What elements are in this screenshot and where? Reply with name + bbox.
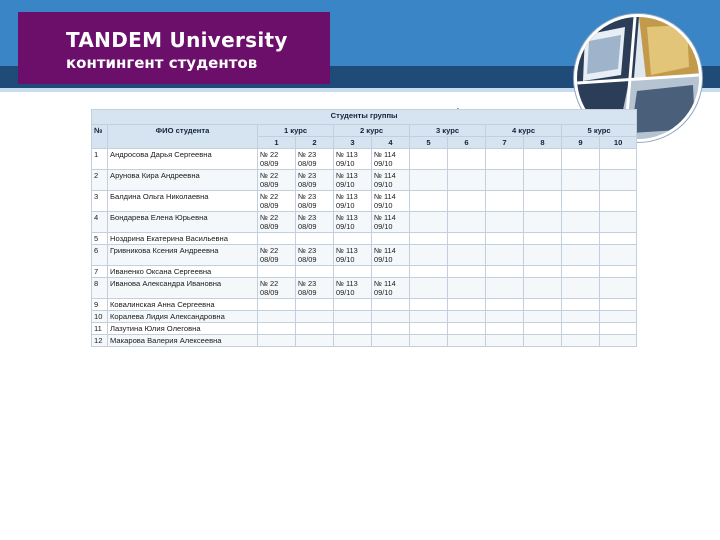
order-cell bbox=[334, 299, 372, 311]
order-cell bbox=[562, 149, 600, 170]
order-cell bbox=[486, 266, 524, 278]
order-cell: № 23 08/09 bbox=[296, 212, 334, 233]
order-cell bbox=[372, 266, 410, 278]
row-number: 12 bbox=[92, 335, 108, 347]
order-cell bbox=[524, 245, 562, 266]
student-name: Макарова Валерия Алексеевна bbox=[108, 335, 258, 347]
order-cell bbox=[372, 299, 410, 311]
order-cell bbox=[296, 266, 334, 278]
order-cell bbox=[524, 212, 562, 233]
order-cell bbox=[334, 335, 372, 347]
order-cell: № 114 09/10 bbox=[372, 170, 410, 191]
order-cell bbox=[524, 149, 562, 170]
col-header-course-1: 1 курс bbox=[258, 125, 334, 137]
row-number: 3 bbox=[92, 191, 108, 212]
table-row bbox=[92, 170, 637, 191]
order-cell bbox=[600, 335, 637, 347]
order-cell bbox=[410, 170, 448, 191]
order-cell: № 23 08/09 bbox=[296, 278, 334, 299]
order-cell bbox=[562, 233, 600, 245]
order-cell: № 113 09/10 bbox=[334, 212, 372, 233]
row-number: 5 bbox=[92, 233, 108, 245]
order-cell: № 114 09/10 bbox=[372, 278, 410, 299]
order-cell: № 114 09/10 bbox=[372, 149, 410, 170]
order-cell bbox=[562, 191, 600, 212]
student-name: Гривникова Ксения Андреевна bbox=[108, 245, 258, 266]
order-cell bbox=[524, 323, 562, 335]
order-cell bbox=[486, 245, 524, 266]
table-row bbox=[92, 323, 637, 335]
order-cell: № 23 08/09 bbox=[296, 149, 334, 170]
col-header-semester: 10 bbox=[600, 137, 637, 149]
table-row bbox=[92, 191, 637, 212]
order-cell bbox=[258, 233, 296, 245]
order-cell bbox=[410, 191, 448, 212]
order-cell bbox=[524, 266, 562, 278]
order-cell bbox=[410, 278, 448, 299]
order-cell bbox=[410, 299, 448, 311]
order-cell bbox=[258, 266, 296, 278]
table-row bbox=[92, 335, 637, 347]
order-cell: № 22 08/09 bbox=[258, 212, 296, 233]
order-cell: № 114 09/10 bbox=[372, 212, 410, 233]
order-cell bbox=[258, 311, 296, 323]
order-cell bbox=[410, 212, 448, 233]
order-cell bbox=[410, 323, 448, 335]
col-header-semester: 5 bbox=[410, 137, 448, 149]
order-cell bbox=[296, 323, 334, 335]
order-cell: № 22 08/09 bbox=[258, 170, 296, 191]
order-cell bbox=[600, 299, 637, 311]
order-cell: № 113 09/10 bbox=[334, 278, 372, 299]
order-cell bbox=[486, 278, 524, 299]
order-cell bbox=[600, 149, 637, 170]
order-cell bbox=[258, 335, 296, 347]
row-number: 9 bbox=[92, 299, 108, 311]
order-cell bbox=[334, 323, 372, 335]
order-cell: № 23 08/09 bbox=[296, 191, 334, 212]
order-cell bbox=[372, 323, 410, 335]
order-cell bbox=[600, 278, 637, 299]
order-cell: № 22 08/09 bbox=[258, 149, 296, 170]
order-cell bbox=[372, 233, 410, 245]
order-cell bbox=[296, 311, 334, 323]
student-name: Балдина Ольга Николаевна bbox=[108, 191, 258, 212]
order-cell bbox=[600, 266, 637, 278]
order-cell bbox=[486, 149, 524, 170]
order-cell bbox=[524, 278, 562, 299]
col-header-semester: 8 bbox=[524, 137, 562, 149]
order-cell bbox=[410, 149, 448, 170]
student-name: Бондарева Елена Юрьевна bbox=[108, 212, 258, 233]
order-cell bbox=[600, 311, 637, 323]
order-cell bbox=[562, 323, 600, 335]
order-cell bbox=[296, 233, 334, 245]
row-number: 4 bbox=[92, 212, 108, 233]
order-cell bbox=[562, 278, 600, 299]
order-cell bbox=[410, 266, 448, 278]
title-box bbox=[18, 12, 330, 84]
student-name: Андросова Дарья Сергеевна bbox=[108, 149, 258, 170]
order-cell bbox=[486, 299, 524, 311]
row-number: 8 bbox=[92, 278, 108, 299]
student-name: Арунова Кира Андреевна bbox=[108, 170, 258, 191]
order-cell: № 114 09/10 bbox=[372, 191, 410, 212]
page-title: TANDEM University bbox=[66, 28, 288, 52]
student-name: Ковалинская Анна Сергеевна bbox=[108, 299, 258, 311]
col-header-course-3: 3 курс bbox=[410, 125, 486, 137]
order-cell bbox=[562, 311, 600, 323]
order-cell: № 113 09/10 bbox=[334, 245, 372, 266]
col-header-course-5: 5 курс bbox=[562, 125, 637, 137]
table-row bbox=[92, 245, 637, 266]
order-cell bbox=[334, 266, 372, 278]
order-cell bbox=[448, 311, 486, 323]
order-cell bbox=[448, 170, 486, 191]
order-cell bbox=[562, 212, 600, 233]
order-cell bbox=[562, 266, 600, 278]
order-cell bbox=[562, 170, 600, 191]
order-cell bbox=[486, 170, 524, 191]
col-header-semester: 6 bbox=[448, 137, 486, 149]
order-cell bbox=[600, 212, 637, 233]
student-name: Ноздрина Екатерина Васильевна bbox=[108, 233, 258, 245]
table-row bbox=[92, 266, 637, 278]
order-cell bbox=[524, 170, 562, 191]
order-cell bbox=[600, 323, 637, 335]
order-cell bbox=[410, 233, 448, 245]
order-cell bbox=[562, 299, 600, 311]
order-cell bbox=[448, 245, 486, 266]
col-header-course-2: 2 курс bbox=[334, 125, 410, 137]
row-number: 10 bbox=[92, 311, 108, 323]
page-subtitle: контингент студентов bbox=[66, 54, 258, 72]
order-cell bbox=[486, 212, 524, 233]
order-cell bbox=[258, 299, 296, 311]
col-header-number: № bbox=[92, 125, 108, 149]
order-cell bbox=[562, 335, 600, 347]
table-row bbox=[92, 233, 637, 245]
order-cell bbox=[524, 299, 562, 311]
order-cell bbox=[448, 191, 486, 212]
student-name: Иванова Александра Ивановна bbox=[108, 278, 258, 299]
row-number: 6 bbox=[92, 245, 108, 266]
order-cell bbox=[448, 266, 486, 278]
order-cell: № 113 09/10 bbox=[334, 149, 372, 170]
order-cell bbox=[448, 233, 486, 245]
table-row bbox=[92, 149, 637, 170]
order-cell: № 113 09/10 bbox=[334, 170, 372, 191]
order-cell bbox=[524, 335, 562, 347]
order-cell bbox=[372, 311, 410, 323]
table-row bbox=[92, 212, 637, 233]
order-cell bbox=[334, 233, 372, 245]
order-cell bbox=[600, 245, 637, 266]
order-cell bbox=[486, 233, 524, 245]
order-cell bbox=[486, 311, 524, 323]
table-row bbox=[92, 299, 637, 311]
order-cell bbox=[410, 335, 448, 347]
col-header-course-4: 4 курс bbox=[486, 125, 562, 137]
order-cell bbox=[524, 311, 562, 323]
row-number: 1 bbox=[92, 149, 108, 170]
student-name: Коралева Лидия Александровна bbox=[108, 311, 258, 323]
order-cell: № 114 09/10 bbox=[372, 245, 410, 266]
student-name: Лазутина Юлия Олеговна bbox=[108, 323, 258, 335]
order-cell bbox=[486, 191, 524, 212]
table-row bbox=[92, 278, 637, 299]
order-cell bbox=[410, 311, 448, 323]
order-cell bbox=[296, 335, 334, 347]
order-cell bbox=[600, 191, 637, 212]
order-cell bbox=[600, 170, 637, 191]
row-number: 2 bbox=[92, 170, 108, 191]
order-cell bbox=[448, 335, 486, 347]
order-cell bbox=[486, 335, 524, 347]
col-header-semester: 2 bbox=[296, 137, 334, 149]
col-header-semester: 3 bbox=[334, 137, 372, 149]
table-row bbox=[92, 311, 637, 323]
order-cell bbox=[524, 233, 562, 245]
students-table bbox=[91, 109, 636, 347]
order-cell bbox=[448, 278, 486, 299]
table-group-title: Студенты группы bbox=[92, 110, 637, 125]
order-cell bbox=[524, 191, 562, 212]
student-name: Иваненко Оксана Сергеевна bbox=[108, 266, 258, 278]
col-header-semester: 4 bbox=[372, 137, 410, 149]
order-cell: № 22 08/09 bbox=[258, 245, 296, 266]
order-cell bbox=[372, 335, 410, 347]
order-cell bbox=[448, 212, 486, 233]
order-cell bbox=[410, 245, 448, 266]
order-cell: № 113 09/10 bbox=[334, 191, 372, 212]
order-cell: № 22 08/09 bbox=[258, 278, 296, 299]
order-cell bbox=[486, 323, 524, 335]
order-cell bbox=[448, 149, 486, 170]
col-header-semester: 7 bbox=[486, 137, 524, 149]
row-number: 7 bbox=[92, 266, 108, 278]
order-cell bbox=[448, 299, 486, 311]
order-cell bbox=[334, 311, 372, 323]
col-header-semester: 1 bbox=[258, 137, 296, 149]
row-number: 11 bbox=[92, 323, 108, 335]
order-cell: № 22 08/09 bbox=[258, 191, 296, 212]
col-header-semester: 9 bbox=[562, 137, 600, 149]
order-cell: № 23 08/09 bbox=[296, 245, 334, 266]
col-header-fio: ФИО студента bbox=[108, 125, 258, 149]
order-cell bbox=[562, 245, 600, 266]
order-cell: № 23 08/09 bbox=[296, 170, 334, 191]
order-cell bbox=[600, 233, 637, 245]
order-cell bbox=[448, 323, 486, 335]
order-cell bbox=[296, 299, 334, 311]
order-cell bbox=[258, 323, 296, 335]
